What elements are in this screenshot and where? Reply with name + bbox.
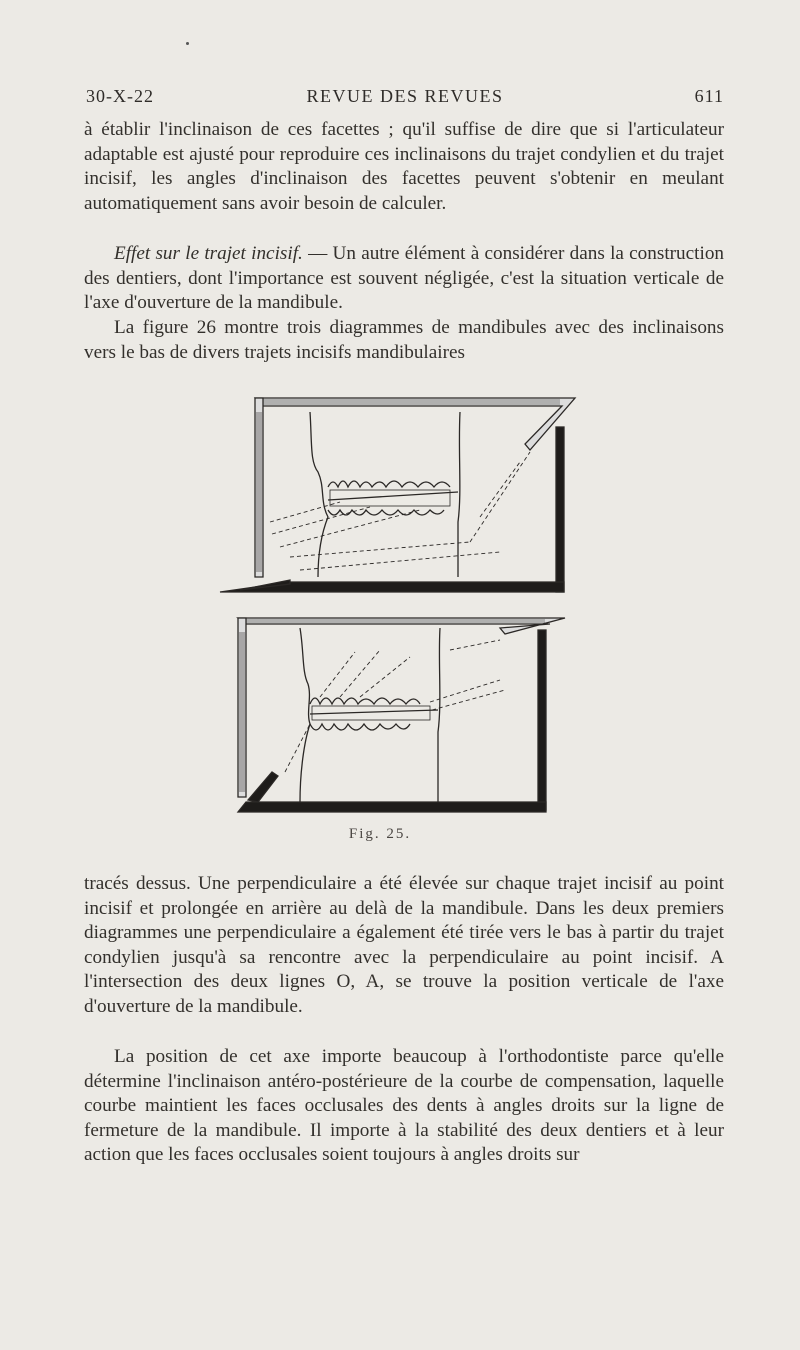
lower-teeth	[310, 698, 438, 730]
lower-right-post	[538, 630, 546, 810]
upper-jaw-outline	[310, 412, 328, 577]
paragraph-2-text: — Un autre élément à considérer dans la construction des dentiers, dont l'importance est souvent négligée, c'est la situation verticale de l'axe d'ouverture de la mandibule.	[84, 243, 725, 314]
upper-dashed-lines	[270, 452, 530, 570]
paragraph-5: La position de cet axe importe beaucoup à l'orthodontiste parce qu'elle détermine l'inclinaison antéro-postérieure de la courbe de compensation, laquelle courbe maintient les faces occlusales des dents à angles droits sur la ligne de fermeture de la mandibule. Il importe à la stabilité des deux dentiers et à leur action que les faces occlusales soient toujours à angles droits sur	[84, 1046, 724, 1166]
lower-base	[238, 802, 546, 812]
lower-jaw-outline	[300, 628, 310, 802]
running-header	[86, 86, 724, 110]
upper-teeth	[328, 481, 458, 515]
paragraph-2	[84, 242, 724, 316]
lower-ramus-outline	[438, 628, 440, 802]
print-speck	[186, 42, 189, 45]
upper-right-post	[556, 427, 564, 592]
diagram-upper	[220, 398, 575, 592]
figure-caption: Fig. 25.	[348, 826, 412, 842]
section-heading-italic: Effet sur le trajet incisif.	[114, 243, 303, 264]
paragraph-4: tracés dessus. Une perpendiculaire a été élevée sur chaque trajet incisif au point incisif et prolongée en arrière au delà de la mandibule. Dans les deux premiers diagrammes une perpendiculaire a également été tirée vers le bas à partir du trajet condylien jusqu'à sa rencontre avec la perpendiculaire au point incisif. A l'intersection des deux lignes O, A, se trouve la position verticale de l'axe d'ouverture de la mandibule.	[84, 873, 724, 1017]
diagram-lower	[238, 618, 565, 812]
header-title: REVUE DES REVUES	[306, 86, 504, 106]
header-date: 30-X-22	[86, 86, 154, 106]
page-number: 611	[694, 86, 724, 106]
lower-top-bar	[238, 618, 565, 634]
paragraph-1: à établir l'inclinaison de ces facettes ; qu'il suffise de dire que si l'articulateur adaptable est ajusté pour reproduire ces inclinaisons du trajet condylien et du trajet incisif, les angles d'inclinaison des facettes peuvent s'obtenir en meulant automatiquement sans avoir besoin de calculer.	[84, 119, 724, 214]
paragraph-3: La figure 26 montre trois diagrammes de mandibules avec des inclinaisons vers le bas de divers trajets incisifs mandibulaires	[84, 317, 724, 363]
figure-diagrams	[200, 392, 585, 822]
upper-ramus-outline	[458, 412, 460, 577]
upper-top-bar	[255, 398, 575, 450]
